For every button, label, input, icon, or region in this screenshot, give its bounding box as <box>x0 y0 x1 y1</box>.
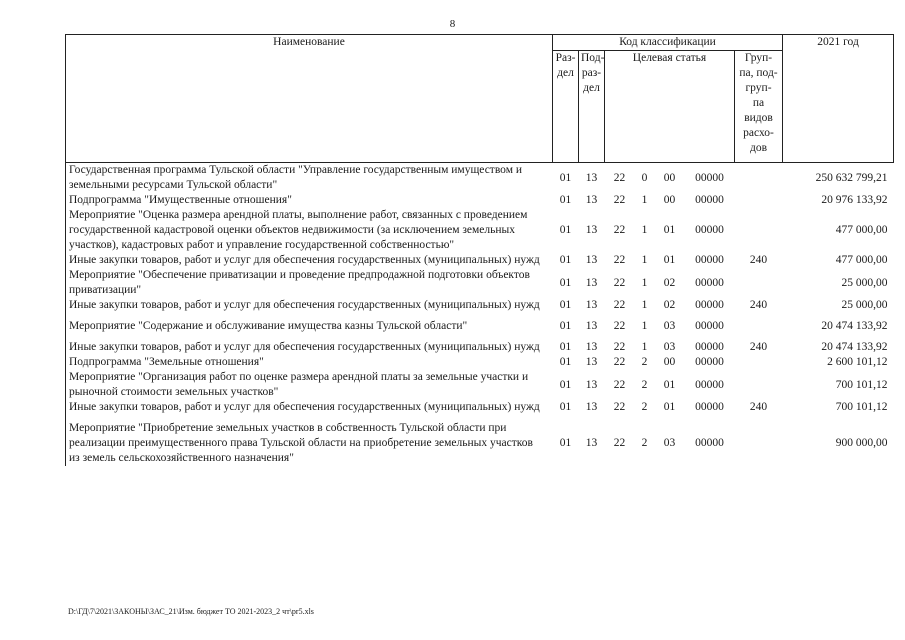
row-expense-group <box>735 163 783 194</box>
budget-table <box>65 34 894 466</box>
row-name: Мероприятие "Обеспечение приватизации и проведение предпродажной подготовки объектов приватизации" <box>66 268 553 298</box>
row-expense-group <box>735 268 783 298</box>
row-name: Мероприятие "Оценка размера арендной платы, выполнение работ, связанных с проведением государственной кадастровой оценки объектов недвижимости (за исключением земельных участков), кадастровых работ и управление государственной собственностью" <box>66 208 553 253</box>
page-number: 8 <box>449 18 456 30</box>
row-direction-code: 00000 <box>695 194 724 206</box>
row-podrazdel: 13 <box>585 320 598 332</box>
row-expense-group <box>735 355 783 370</box>
row-name: Иные закупки товаров, работ и услуг для обеспечения государственных (муниципальных) нужд <box>66 340 553 355</box>
row-activity-code: 01 <box>663 401 676 413</box>
row-name: Подпрограмма "Земельные отношения" <box>66 355 553 370</box>
row-podrazdel: 13 <box>585 356 598 368</box>
row-activity-code: 03 <box>663 320 676 332</box>
row-direction-code: 00000 <box>695 299 724 311</box>
row-direction-code: 00000 <box>695 378 724 391</box>
row-podrazdel: 13 <box>585 224 598 236</box>
row-activity-code: 02 <box>663 276 676 289</box>
table-row <box>66 268 894 298</box>
row-subprogram-code: 2 <box>641 401 648 413</box>
row-direction-code: 00000 <box>695 341 724 353</box>
header-group: Груп- па, под- груп- па видов расхо- дов <box>735 51 783 163</box>
row-amount: 25 000,00 <box>841 299 888 311</box>
row-amount: 250 632 799,21 <box>815 171 888 184</box>
row-razdel: 01 <box>559 194 572 206</box>
row-program-code: 22 <box>613 299 626 311</box>
row-amount: 900 000,00 <box>835 437 888 449</box>
row-name: Иные закупки товаров, работ и услуг для обеспечения государственных (муниципальных) нужд <box>66 298 553 313</box>
row-program-code: 22 <box>613 341 626 353</box>
row-subprogram-code: 1 <box>641 276 648 289</box>
row-activity-code: 00 <box>663 194 676 206</box>
row-amount: 700 101,12 <box>835 378 888 391</box>
row-program-code: 22 <box>613 224 626 236</box>
row-amount: 700 101,12 <box>835 401 888 413</box>
row-program-code: 22 <box>613 171 626 184</box>
row-program-code: 22 <box>613 356 626 368</box>
table-body <box>66 163 894 467</box>
table-row <box>66 253 894 268</box>
row-name: Иные закупки товаров, работ и услуг для обеспечения государственных (муниципальных) нужд <box>66 400 553 415</box>
row-direction-code: 00000 <box>695 356 724 368</box>
row-name: Мероприятие "Приобретение земельных участков в собственность Тульской области при реализации преимущественного права Тульской области на приобретение земельных участков из земель сельскохозяйственного назначения" <box>66 421 553 466</box>
row-podrazdel: 13 <box>585 401 598 413</box>
row-expense-group <box>735 370 783 400</box>
row-subprogram-code: 1 <box>641 341 648 353</box>
row-subprogram-code: 1 <box>641 320 648 332</box>
row-direction-code: 00000 <box>695 224 724 236</box>
row-razdel: 01 <box>559 254 572 266</box>
header-razdel: Раз- дел <box>553 51 579 163</box>
row-subprogram-code: 2 <box>641 378 648 391</box>
header-classification: Код классификации <box>553 35 783 51</box>
row-name: Мероприятие "Содержание и обслуживание имущества казны Тульской области" <box>66 319 553 334</box>
row-expense-group <box>735 421 783 466</box>
row-podrazdel: 13 <box>585 341 598 353</box>
row-program-code: 22 <box>613 378 626 391</box>
row-subprogram-code: 1 <box>641 254 648 266</box>
row-amount: 2 600 101,12 <box>827 356 888 368</box>
row-razdel: 01 <box>559 401 572 413</box>
table-row <box>66 355 894 370</box>
row-activity-code: 01 <box>663 224 676 236</box>
row-amount: 20 474 133,92 <box>821 341 888 353</box>
row-activity-code: 01 <box>663 254 676 266</box>
row-razdel: 01 <box>559 320 572 332</box>
row-subprogram-code: 1 <box>641 299 648 311</box>
row-direction-code: 00000 <box>695 401 724 413</box>
header-podrazdel: Под- раз- дел <box>579 51 605 163</box>
row-activity-code: 03 <box>663 341 676 353</box>
row-direction-code: 00000 <box>695 276 724 289</box>
row-razdel: 01 <box>559 437 572 449</box>
row-subprogram-code: 0 <box>641 171 648 184</box>
row-expense-group: 240 <box>749 299 768 311</box>
row-razdel: 01 <box>559 341 572 353</box>
table-row <box>66 298 894 313</box>
row-program-code: 22 <box>613 254 626 266</box>
row-program-code: 22 <box>613 437 626 449</box>
row-subprogram-code: 1 <box>641 224 648 236</box>
row-amount: 20 474 133,92 <box>821 320 888 332</box>
table-row <box>66 340 894 355</box>
row-activity-code: 02 <box>663 299 676 311</box>
row-activity-code: 03 <box>663 437 676 449</box>
row-amount: 477 000,00 <box>835 224 888 236</box>
row-program-code: 22 <box>613 276 626 289</box>
header-name: Наименование <box>66 35 553 163</box>
row-podrazdel: 13 <box>585 437 598 449</box>
row-podrazdel: 13 <box>585 194 598 206</box>
row-podrazdel: 13 <box>585 299 598 311</box>
row-expense-group <box>735 208 783 253</box>
row-amount: 20 976 133,92 <box>821 194 888 206</box>
table-row <box>66 193 894 208</box>
table-row <box>66 319 894 334</box>
row-razdel: 01 <box>559 299 572 311</box>
table-row <box>66 163 894 194</box>
row-name: Подпрограмма "Имущественные отношения" <box>66 193 553 208</box>
row-activity-code: 01 <box>663 378 676 391</box>
row-expense-group: 240 <box>749 254 768 266</box>
row-name: Мероприятие "Организация работ по оценке размера арендной платы за земельные участки и рыночной стоимости земельных участков" <box>66 370 553 400</box>
table-row <box>66 400 894 415</box>
row-activity-code: 00 <box>663 356 676 368</box>
row-amount: 477 000,00 <box>835 254 888 266</box>
header-target-article: Целевая статья <box>605 51 735 163</box>
row-razdel: 01 <box>559 171 572 184</box>
row-expense-group <box>735 193 783 208</box>
row-program-code: 22 <box>613 194 626 206</box>
row-razdel: 01 <box>559 224 572 236</box>
row-direction-code: 00000 <box>695 254 724 266</box>
row-direction-code: 00000 <box>695 171 724 184</box>
file-path-footer: D:\ГД\7\2021\ЗАКОНЫ\ЗАС_21\Изм. бюджет ТО 2021-2023_2 чт\pr5.xls <box>68 607 314 616</box>
table-row <box>66 208 894 253</box>
table-row <box>66 421 894 466</box>
row-activity-code: 00 <box>663 171 676 184</box>
row-podrazdel: 13 <box>585 276 598 289</box>
row-direction-code: 00000 <box>695 437 724 449</box>
row-direction-code: 00000 <box>695 320 724 332</box>
row-subprogram-code: 1 <box>641 194 648 206</box>
row-razdel: 01 <box>559 276 572 289</box>
row-podrazdel: 13 <box>585 171 598 184</box>
row-amount: 25 000,00 <box>841 276 888 289</box>
row-expense-group <box>735 319 783 334</box>
row-podrazdel: 13 <box>585 254 598 266</box>
row-program-code: 22 <box>613 401 626 413</box>
row-razdel: 01 <box>559 378 572 391</box>
header-year: 2021 год <box>783 35 894 163</box>
row-program-code: 22 <box>613 320 626 332</box>
row-subprogram-code: 2 <box>641 437 648 449</box>
row-name: Иные закупки товаров, работ и услуг для обеспечения государственных (муниципальных) нужд <box>66 253 553 268</box>
row-name: Государственная программа Тульской области "Управление государственным имуществом и земельными ресурсами Тульской области" <box>66 163 553 194</box>
row-expense-group: 240 <box>749 401 768 413</box>
row-podrazdel: 13 <box>585 378 598 391</box>
table-row <box>66 370 894 400</box>
row-subprogram-code: 2 <box>641 356 648 368</box>
row-expense-group: 240 <box>749 341 768 353</box>
row-razdel: 01 <box>559 356 572 368</box>
